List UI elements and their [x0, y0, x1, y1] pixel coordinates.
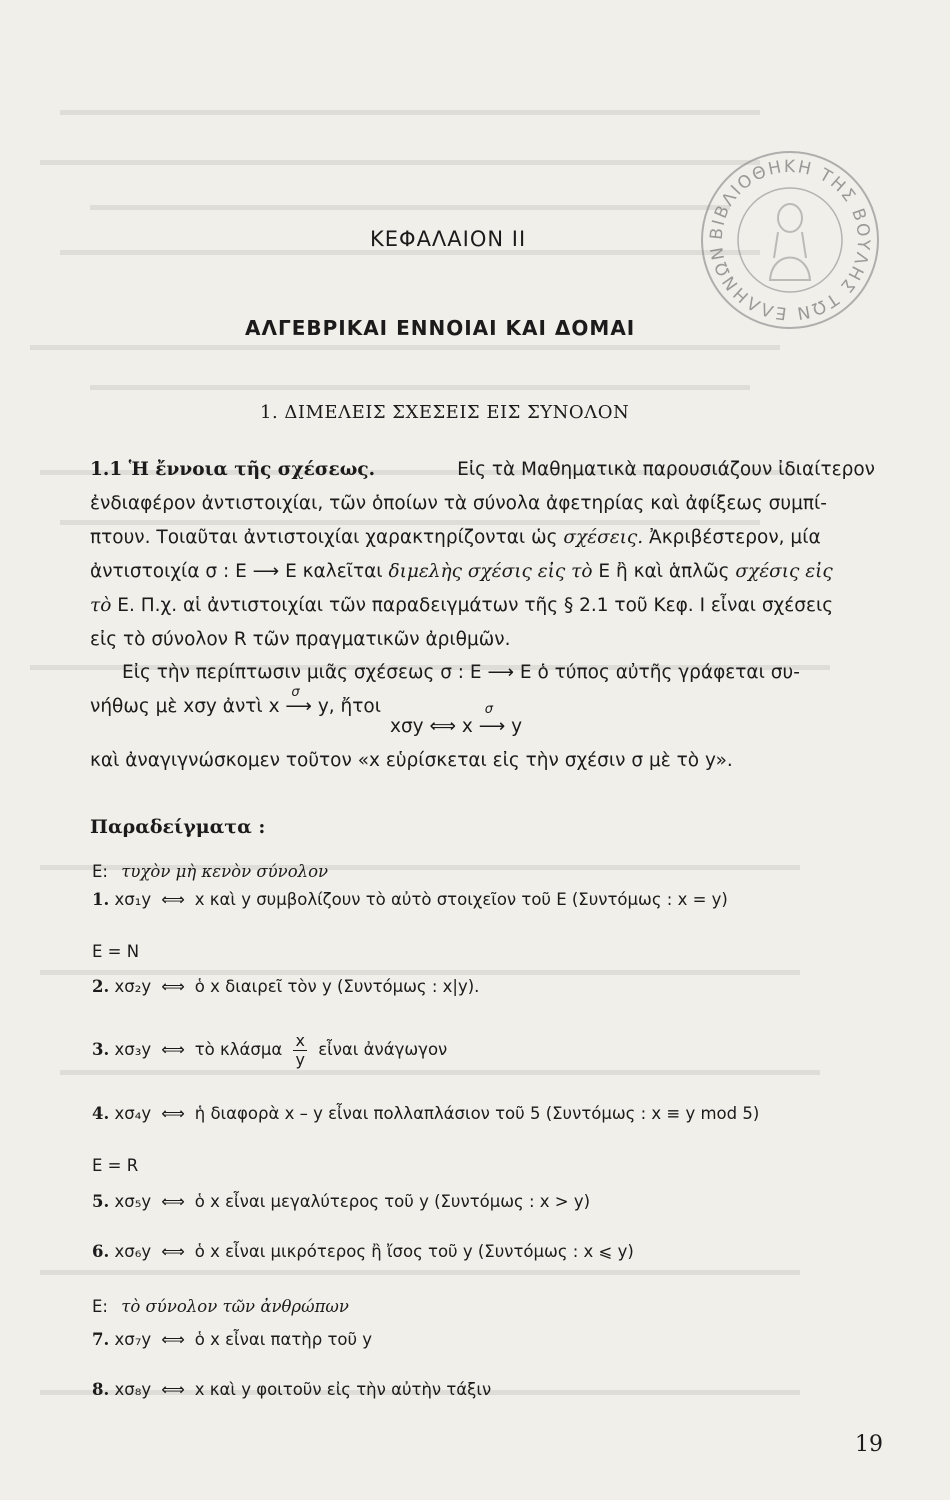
library-stamp	[690, 140, 890, 340]
iff-icon: ⟺	[161, 890, 185, 909]
paragraph-text: εἰς τὸ σύνολον R τῶν πραγματικῶν ἀριθμῶν.	[90, 629, 511, 650]
iff-icon: ⟺	[161, 1192, 185, 1211]
svg-text:ΒΙΒΛΙΟΘΗΚΗ ΤΗΣ ΒΟΥΛΗΣ ΤΩΝ ΕΛΛΗ: ΒΙΒΛΙΟΘΗΚΗ ΤΗΣ ΒΟΥΛΗΣ ΤΩΝ ΕΛΛΗΝΩΝ	[706, 156, 874, 324]
paragraph-text: ἀντιστοιχία σ : Ε ⟶ Ε καλεῖται διμελὴς σχέσις εἰς τὸ Ε ἢ καὶ ἁπλῶς σχέσις εἰς	[90, 561, 833, 582]
set-definition: Ε: τὸ σύνολον τῶν ἀνθρώπων	[92, 1297, 349, 1316]
paragraph-text: ἐνδιαφέρον ἀντιστοιχίαι, τῶν ὁποίων τὰ σύνολα ἀφετηρίας καὶ ἀφίξεως συμπί-	[90, 493, 827, 514]
example-item: 2. xσ₂y ⟺ ὁ x διαιρεῖ τὸν y (Συντόμως : x|y).	[92, 977, 480, 996]
paragraph-definition	[90, 453, 875, 657]
fraction: $\frac{x}{y}$	[295, 1031, 305, 1069]
examples-heading: Παραδείγματα :	[90, 816, 266, 838]
iff-icon: ⟺	[161, 1104, 185, 1123]
iff-icon: ⟺	[161, 1242, 185, 1261]
example-item: 5. xσ₅y ⟺ ὁ x εἶναι μεγαλύτερος τοῦ y (Συντόμως : x > y)	[92, 1192, 591, 1211]
paragraph-text: Εἰς τὴν περίπτωσιν μιᾶς σχέσεως σ : Ε ⟶ Ε ὁ τύπος αὐτῆς γράφεται συ-	[122, 662, 800, 683]
page-number: 19	[855, 1432, 883, 1457]
example-item: 1. xσ₁y ⟺ x καὶ y συμβολίζουν τὸ αὐτὸ στοιχεῖον τοῦ Ε (Συντόμως : x = y)	[92, 890, 728, 909]
example-item: 3. xσ₃y ⟺ τὸ κλάσμα $\frac{x}{y}$ εἶναι ἀνάγωγον	[92, 1031, 448, 1069]
set-definition: E = N	[92, 942, 140, 961]
iff-icon: ⟺	[161, 977, 185, 996]
paragraph-text: νήθως μὲ xσy ἀντὶ x σ ⟶ y, ἤτοι	[90, 690, 875, 724]
sigma-arrow-icon: σ ⟶	[478, 702, 506, 737]
sigma-arrow-icon: σ ⟶	[285, 685, 312, 717]
iff-icon: ⟺	[161, 1330, 185, 1349]
chapter-title: ΚΕΦΑΛΑΙΟΝ II	[370, 227, 527, 251]
paragraph-text: καὶ ἀναγιγνώσκομεν τοῦτον «x εὑρίσκεται εἰς τὴν σχέσιν σ μὲ τὸ y».	[90, 750, 733, 771]
set-definition: E = R	[92, 1156, 139, 1175]
iff-icon: ⟺	[161, 1380, 185, 1399]
paragraph-text: πτουν. Τοιαῦται ἀντιστοιχίαι χαρακτηρίζονται ὡς σχέσεις. Ἀκριβέστερον, μία	[90, 527, 821, 548]
paragraph-text: τὸ Ε. Π.χ. αἱ ἀντιστοιχίαι τῶν παραδειγμάτων τῆς § 2.1 τοῦ Κεφ. Ι εἶναι σχέσεις	[90, 595, 834, 616]
example-item: 4. xσ₄y ⟺ ἡ διαφορὰ x – y εἶναι πολλαπλάσιον τοῦ 5 (Συντόμως : x ≡ y mod 5)	[92, 1104, 760, 1123]
section-title: ΑΛΓΕΒΡΙΚΑΙ ΕΝΝΟΙΑΙ ΚΑΙ ΔΟΜΑΙ	[245, 316, 636, 340]
example-item: 7. xσ₇y ⟺ ὁ x εἶναι πατὴρ τοῦ y	[92, 1330, 373, 1349]
paragraph-notation	[90, 656, 875, 724]
example-item: 8. xσ₈y ⟺ x καὶ y φοιτοῦν εἰς τὴν αὐτὴν τάξιν	[92, 1380, 492, 1399]
example-item: 6. xσ₆y ⟺ ὁ x εἶναι μικρότερος ἢ ἴσος τοῦ y (Συντόμως : x ⩽ y)	[92, 1242, 634, 1261]
paragraph-heading: 1.1 Ἡ ἔννοια τῆς σχέσεως.	[90, 459, 376, 480]
relation-formula: xσy ⟺ x σ ⟶ y	[390, 702, 523, 737]
iff-icon: ⟺	[161, 1040, 185, 1059]
paragraph-text: Εἰς τὰ Μαθηματικὰ παρουσιάζουν ἰδιαίτερον	[457, 459, 875, 480]
set-definition: Ε: τυχὸν μὴ κενὸν σύνολον	[92, 862, 329, 881]
subsection-title: 1. ΔΙΜΕΛΕΙΣ ΣΧΕΣΕΙΣ ΕΙΣ ΣΥΝΟΛΟΝ	[260, 402, 630, 423]
